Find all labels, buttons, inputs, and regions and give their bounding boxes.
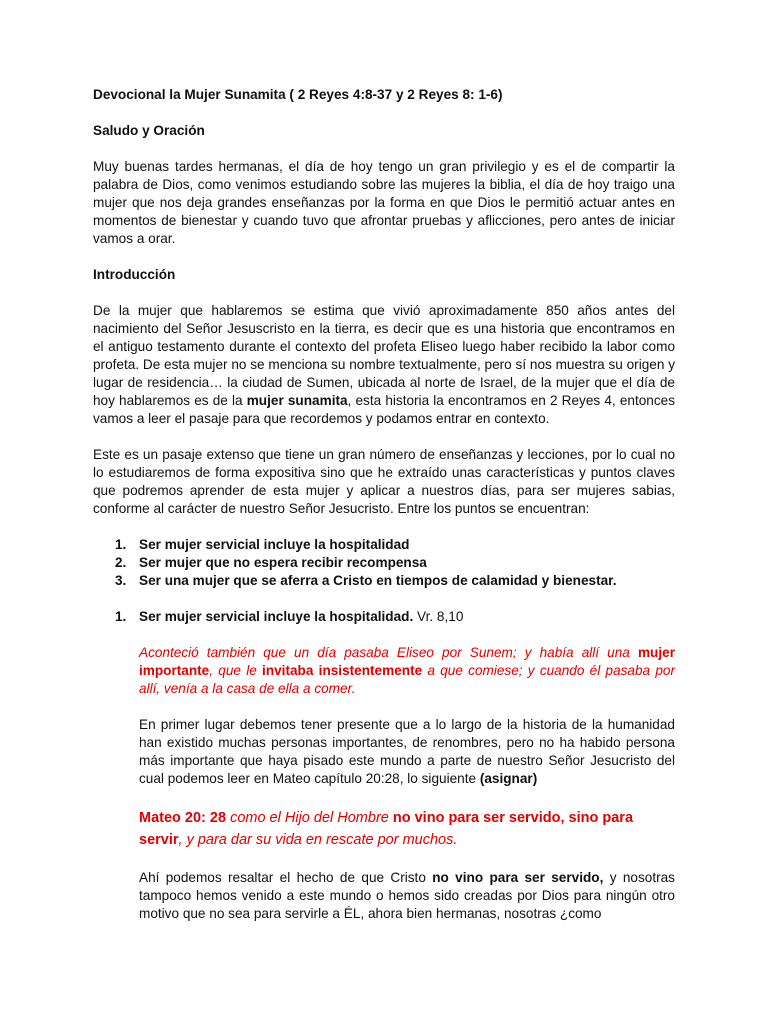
points-intro-paragraph: Este es un pasaje extenso que tiene un gran número de enseñanzas y lecciones, por lo cual no lo estudiaremos de forma expositiva sino que he extraído unas características y puntos claves que podremos aprender de esta mujer y aplicar a nuestros días, para ser mujeres sabias, conforme al carácter de nuestro Señor Jesucristo. Entre los puntos se encuentran: [93,447,675,516]
body-bold-no-vino: no vino para ser servido, [432,870,604,885]
list-item-number: 3. [115,573,127,588]
body-bold-asignar: (asignar) [479,771,538,786]
point-1-title: Ser mujer servicial incluye la hospitalidad. [139,609,414,624]
list-item [93,554,675,572]
list-item-number: 1. [115,537,127,552]
list-item [93,572,675,590]
intro-text-1: De la mujer que hablaremos se estima que vivió aproximadamente 850 años antes del nacimiento del Señor Jesuscristo en la tierra, es decir que es una historia que encontramos en el antiguo testamento durante el contexto del profeta Eliseo luego haber recibido la labor como profeta. De esta mujer no se menciona su nombre textualmente, pero sí nos muestra su origen y lugar de residencia… la ciudad de Sumen, ubicada al norte de Israel, de la mujer que el día de hoy hablaremos es de la [93,303,675,408]
point-1-heading [93,608,675,626]
bible-quote-paragraph [139,644,675,698]
quote-bold-mujer-importante: mujer importante [139,645,675,678]
mateo-reference: Mateo 20: 28 [139,810,227,826]
quote-text-2: , que le [209,663,263,678]
body-text-2: Ahí podemos resaltar el hecho de que Cristo [139,870,433,885]
greeting-heading: Saludo y Oración [93,123,205,138]
list-item-number: 2. [115,555,127,570]
quote-bold-invitaba: invitaba insistentemente [262,663,423,678]
intro-heading: Introducción [93,267,176,282]
intro-text-2: , esta historia la encontramos en 2 Reyes 4, entonces vamos a leer el pasaje para que recordemos y podamos entrar en contexto. [93,393,676,426]
intro-bold-mujer-sunamita: mujer sunamita [246,393,348,408]
point-1-reference: Vr. 8,10 [413,609,464,624]
point-1-body-paragraph-2 [139,869,675,923]
list-item-text: Ser una mujer que se aferra a Cristo en tiempos de calamidad y bienestar. [139,573,617,588]
mateo-quote-paragraph [139,807,675,851]
list-item-text: Ser mujer servicial incluye la hospitalidad [139,537,410,552]
body-text-1: En primer lugar debemos tener presente que a lo largo de la historia de la humanidad han existido muchas personas importantes, de renombres, pero no ha habido persona más importante que haya pisado este mundo a parte de nuestro Señor Jesucristo del cual podemos leer en Mateo capítulo 20:28, lo siguiente [139,717,675,786]
greeting-paragraph: Muy buenas tardes hermanas, el día de hoy tengo un gran privilegio y es el de compartir la palabra de Dios, como venimos estudiando sobre las mujeres la biblia, el día de hoy traigo una mujer que nos deja grandes enseñanzas por la forma en que Dios le permitió actuar antes en momentos de bienestar y cuando tuvo que afrontar pruebas y aflicciones, pero antes de iniciar vamos a orar. [93,159,675,246]
mateo-text-1: como el Hijo del Hombre [226,810,393,826]
document-title: Devocional la Mujer Sunamita ( 2 Reyes 4:8-37 y 2 Reyes 8: 1-6) [93,87,503,102]
quote-text-3: a que comiese; y cuando él pasaba por allí, venía a la casa de ella a comer. [139,663,675,696]
point-1-content [93,644,675,923]
body-text-3: y nosotras tampoco hemos venido a este mundo o hemos sido creadas por Dios para ningún otro motivo que no sea para servirle a ÉL, ahora bien hermanas, nosotras ¿como [139,870,675,921]
list-item-text: Ser mujer que no espera recibir recompensa [139,555,427,570]
intro-paragraph [93,302,675,428]
mateo-bold-no-vino: no vino para ser servido, sino para servir [139,810,634,848]
mateo-text-2: , y para dar su vida en rescate por muchos. [178,832,458,848]
quote-text-1: Aconteció también que un día pasaba Eliseo por Sunem; y había allí una [139,645,638,660]
point-1-number: 1. [115,609,127,624]
list-item [93,536,675,554]
point-1-body-paragraph [139,716,675,788]
points-list [93,536,675,590]
